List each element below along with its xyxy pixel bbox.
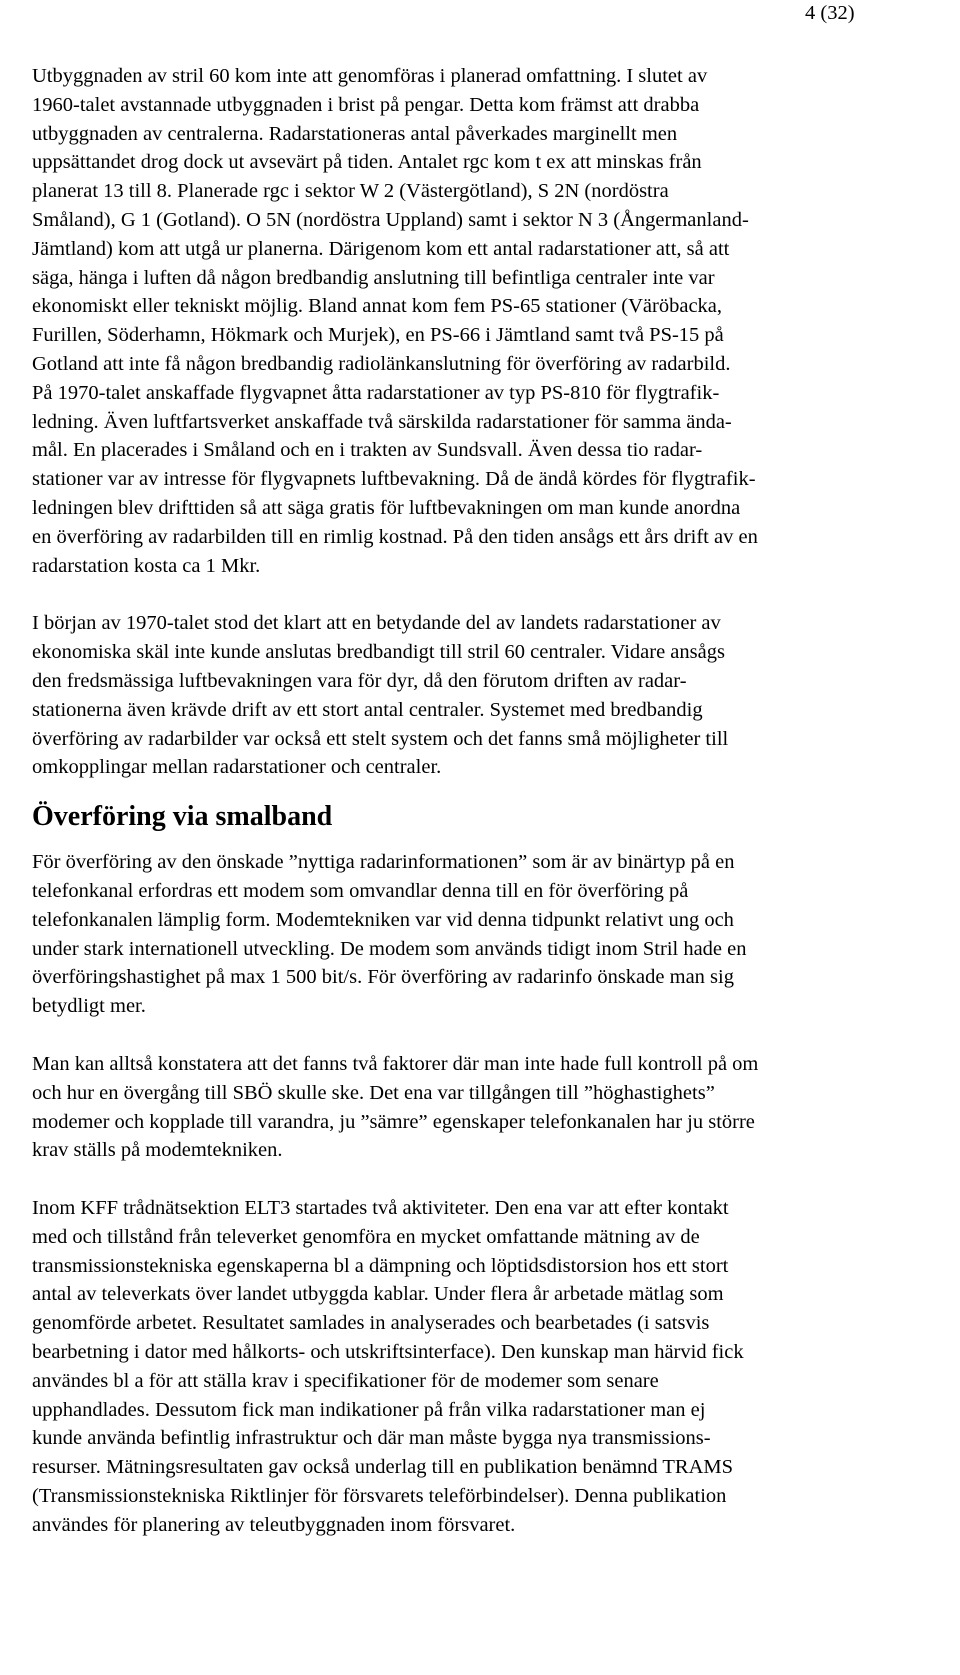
document-body: [32, 62, 942, 1540]
paragraph: Utbyggnaden av stril 60 kom inte att genomföras i planerad omfattning. I slutet av 1960-talet avstannade utbyggnaden i brist på pengar. Detta kom främst att drabba utbyggnaden av centralerna. Radarstationeras antal påverkades marginellt men uppsättandet drog dock ut avsevärt på tiden. Antalet rgc kom t ex att minskas från planerat 13 till 8. Planerade rgc i sektor W 2 (Västergötland), S 2N (nordöstra Småland), G 1 (Gotland). O 5N (nordöstra Uppland) samt i sektor N 3 (Ångermanland- Jämtland) kom att utgå ur planerna. Därigenom kom ett antal radarstationer att, så att säga, hänga i luften då någon bredbandig anslutning till befintliga centraler inte var ekonomiskt eller tekniskt möjlig. Bland annat kom fem PS-65 stationer (Väröbacka, Furillen, Söderhamn, Hökmark och Murjek), en PS-66 i Jämtland samt två PS-15 på Gotland att inte få någon bredbandig radiolänkanslutning för överföring av radarbild. På 1970-talet anskaffade flygvapnet åtta radarstationer av typ PS-810 för flygtrafik- ledning. Även luftfartsverket anskaffade två särskilda radarstationer för samma ända- mål. En placerades i Småland och en i trakten av Sundsvall. Även dessa tio radar- stationer var av intresse för flygvapnets luftbevakning. Då de ändå kördes för flygtrafik- ledningen blev drifttiden så att säga gratis för luftbevakningen om man kunde anordna en överföring av radarbilden till en rimlig kostnad. På den tiden ansågs ett års drift av en radarstation kosta ca 1 Mkr.: [32, 65, 758, 577]
paragraph: För överföring av den önskade ”nyttiga radarinformationen” som är av binärtyp på en telefonkanal erfordras ett modem som omvandlar denna till en för överföring på telefonkanalen lämplig form. Modemtekniken var vid denna tidpunkt relativt ung och under stark internationell utveckling. De modem som används tidigt inom Stril hade en överföringshastighet på max 1 500 bit/s. För överföring av radarinfo önskade man sig betydligt mer.: [32, 851, 747, 1018]
paragraph: Inom KFF trådnätsektion ELT3 startades två aktiviteter. Den ena var att efter kontakt med och tillstånd från televerket genomföra en mycket omfattande mätning av de transmissionstekniska egenskaperna bl a dämpning och löptidsdistorsion hos ett stort antal av televerkats över landet utbyggda kablar. Under flera år arbetade mätlag som genomförde arbetet. Resultatet samlades in analyserades och bearbetades (i satsvis bearbetning i dator med hålkorts- och utskriftsinterface). Den kunskap man härvid fick användes bl a för att ställa krav i specifikationer för de modemer som senare upphandlades. Dessutom fick man indikationer på från vilka radarstationer man ej kunde använda befintlig infrastruktur och där man måste bygga nya transmissions- resurser. Mätningsresultaten gav också underlag till en publikation benämnd TRAMS (Transmissionstekniska Riktlinjer för försvarets teleförbindelser). Denna publikation användes för planering av teleutbyggnaden inom försvaret.: [32, 1197, 744, 1536]
paragraph-gap: [32, 1165, 942, 1194]
paragraph-gap: [32, 580, 942, 609]
section-heading: Överföring via smalband: [32, 801, 333, 833]
paragraph-gap: [32, 1021, 942, 1050]
page-number: 4 (32): [805, 2, 855, 24]
paragraph: Man kan alltså konstatera att det fanns två faktorer där man inte hade full kontroll på om och hur en övergång till SBÖ skulle ske. Det ena var tillgången till ”höghastighets” modemer och kopplade till varandra, ju ”sämre” egenskaper telefonkanalen har ju större krav ställs på modemtekniken.: [32, 1052, 759, 1162]
paragraph: I början av 1970-talet stod det klart att en betydande del av landets radarstationer av ekonomiska skäl inte kunde anslutas bredbandigt till stril 60 centraler. Vidare ansågs den fredsmässiga luftbevakningen vara för dyr, då den förutom driften av radar- stationerna även krävde drift av ett stort antal centraler. Systemet med bredbandig överföring av radarbilder var också ett stelt system och det fanns små möjligheter till omkopplingar mellan radarstationer och centraler.: [32, 612, 729, 779]
